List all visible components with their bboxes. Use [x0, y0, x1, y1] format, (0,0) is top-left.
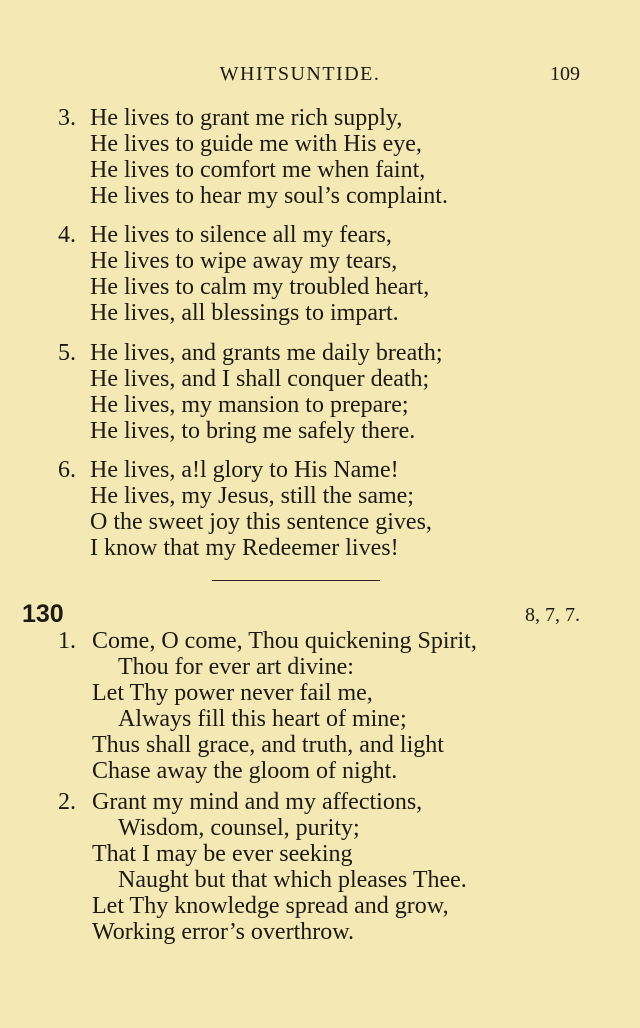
verse-line: Chase away the gloom of night. [92, 758, 398, 784]
verse-line: He lives, my mansion to prepare; [90, 392, 409, 418]
stanza-number: 4. [58, 222, 76, 248]
verse-line: Grant my mind and my affections, [92, 789, 423, 815]
verse-line: Let Thy knowledge spread and grow, [92, 893, 449, 919]
verse-line: O the sweet joy this sentence gives, [90, 509, 432, 535]
verse-line: Wisdom, counsel, purity; [118, 815, 360, 841]
stanza-number: 1. [58, 628, 76, 654]
verse-line: I know that my Redeemer lives! [90, 535, 399, 561]
verse-line: He lives to wipe away my tears, [90, 248, 398, 274]
page-heading: WHITSUNTIDE. [219, 63, 381, 85]
verse-line: That I may be ever seeking [92, 841, 353, 867]
verse-line: Always fill this heart of mine; [118, 706, 407, 732]
hymn-meter: 8, 7, 7. [525, 604, 580, 626]
verse-line: Thus shall grace, and truth, and light [92, 732, 444, 758]
verse-line: Thou for ever art divine: [118, 654, 354, 680]
section-divider [212, 580, 380, 581]
verse-line: He lives, to bring me safely there. [90, 418, 416, 444]
stanza-number: 3. [58, 105, 76, 131]
stanza-number: 2. [58, 789, 76, 815]
stanza-number: 6. [58, 457, 76, 483]
verse-line: He lives, and I shall conquer death; [90, 366, 430, 392]
verse-line: Let Thy power never fail me, [92, 680, 373, 706]
verse-line: He lives to comfort me when faint, [90, 157, 426, 183]
verse-line: He lives, my Jesus, still the same; [90, 483, 414, 509]
verse-line: He lives, all blessings to impart. [90, 300, 399, 326]
verse-line: He lives to hear my soul’s complaint. [90, 183, 448, 209]
verse-line: He lives to calm my troubled heart, [90, 274, 430, 300]
hymn-number: 130 [22, 600, 64, 628]
verse-line: He lives to grant me rich supply, [90, 105, 403, 131]
verse-line: He lives to silence all my fears, [90, 222, 392, 248]
verse-line: He lives, and grants me daily breath; [90, 340, 443, 366]
verse-line: Working error’s overthrow. [92, 919, 354, 945]
verse-line: He lives, a!l glory to His Name! [90, 457, 399, 483]
page-number: 109 [550, 63, 580, 85]
verse-line: Naught but that which pleases Thee. [118, 867, 467, 893]
verse-line: He lives to guide me with His eye, [90, 131, 422, 157]
stanza-number: 5. [58, 340, 76, 366]
verse-line: Come, O come, Thou quickening Spirit, [92, 628, 477, 654]
